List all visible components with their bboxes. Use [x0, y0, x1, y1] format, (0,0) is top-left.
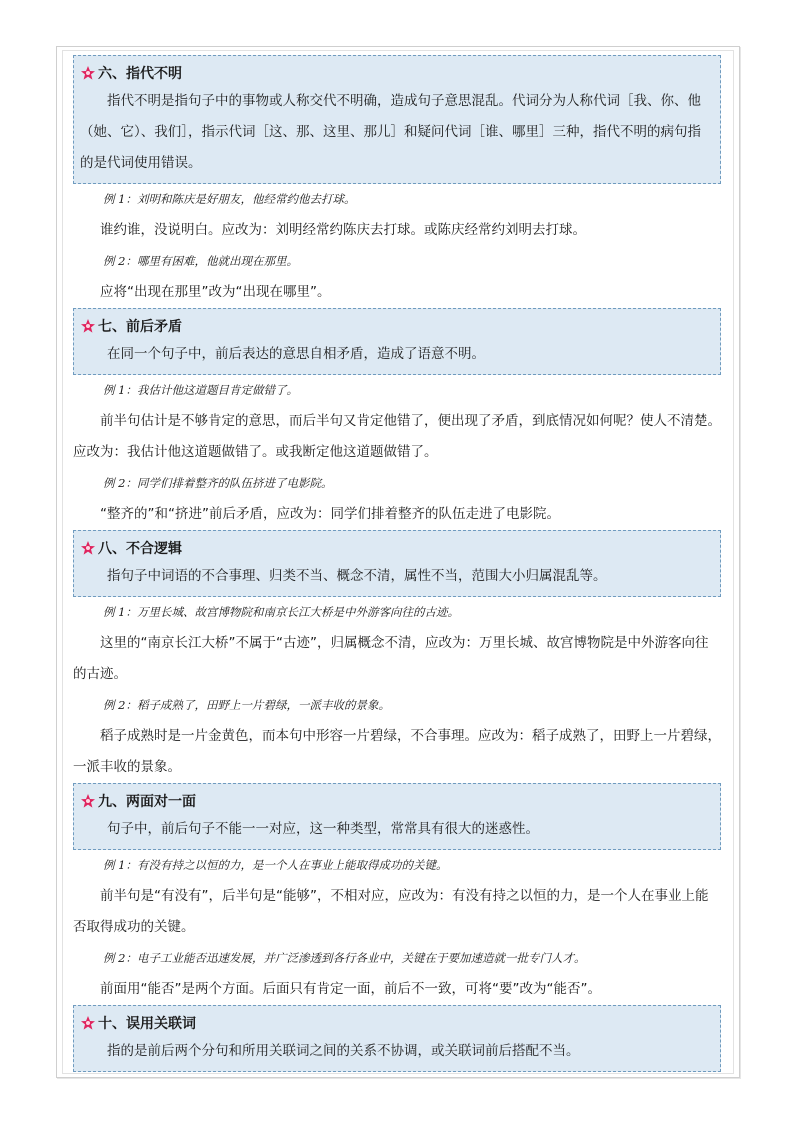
- section-title: 六、指代不明: [98, 66, 182, 82]
- section-definition: 句子中，前后句子不能一一对应，这一种类型，常常具有很大的迷惑性。: [107, 821, 539, 837]
- example-sentence: 例 1：有没有持之以恒的力，是一个人在事业上能取得成功的关键。: [103, 858, 448, 872]
- section-title: 八、不合逻辑: [98, 541, 182, 557]
- example-explanation: 应将“出现在那里”改为“出现在哪里”。: [100, 284, 331, 300]
- star-icon: [80, 1015, 96, 1031]
- section-heading: [80, 535, 712, 561]
- example-sentence: 例 1：刘明和陈庆是好朋友，他经常约他去打球。: [103, 192, 356, 206]
- section-box-10: [73, 1005, 721, 1072]
- section-box-8: [73, 530, 721, 597]
- example-sentence: 例 2：稻子成熟了，田野上一片碧绿，一派丰收的景象。: [103, 698, 390, 712]
- example-sentence: 例 1：我估计他这道题目肯定做错了。: [103, 383, 298, 397]
- section-title: 七、前后矛盾: [98, 319, 182, 335]
- section-heading: [80, 313, 712, 339]
- section-title: 九、两面对一面: [98, 794, 196, 810]
- section-heading: [80, 788, 712, 814]
- section-definition: 指的是前后两个分句和所用关联词之间的关系不协调，或关联词前后搭配不当。: [107, 1043, 580, 1059]
- section-definition: 指句子中词语的不合事理、归类不当、概念不清，属性不当，范围大小归属混乱等。: [107, 568, 607, 584]
- section-heading: [80, 60, 712, 86]
- example-explanation: 前半句是“有没有”，后半句是“能够”，不相对应，应改为：有没有持之以恒的力，是一个人在事业上能否取得成功的关键。: [73, 888, 709, 935]
- example-sentence: 例 2：哪里有困难，他就出现在那里。: [103, 254, 298, 268]
- example-explanation: “整齐的”和“挤进”前后矛盾，应改为：同学们排着整齐的队伍走进了电影院。: [100, 506, 560, 522]
- section-box-6: [73, 55, 721, 184]
- star-icon: [80, 65, 96, 81]
- example-sentence: 例 2：电子工业能否迅速发展，并广泛渗透到各行各业中，关键在于要加速造就一批专门人才。: [103, 951, 586, 965]
- example-explanation: 这里的“南京长江大桥”不属于“古迹”，归属概念不清，应改为：万里长城、故宫博物院是中外游客向往的古迹。: [73, 635, 709, 682]
- section-definition: 在同一个句子中，前后表达的意思自相矛盾，造成了语意不明。: [107, 346, 485, 362]
- section-definition: 指代不明是指句子中的事物或人称交代不明确，造成句子意思混乱。代词分为人称代词［我、你、他（她、它）、我们］，指示代词［这、那、这里、那儿］和疑问代词［谁、哪里］三种，指代不明的病句指的是代词使用错误。: [80, 93, 701, 171]
- section-box-7: [73, 308, 721, 375]
- section-box-9: [73, 783, 721, 850]
- example-explanation: 前面用“能否”是两个方面。后面只有肯定一面，前后不一致，可将“要”改为“能否”。: [100, 981, 601, 997]
- star-icon: [80, 318, 96, 334]
- example-explanation: 前半句估计是不够肯定的意思，而后半句又肯定他错了，便出现了矛盾，到底情况如何呢？使人不清楚。应改为：我估计他这道题做错了。或我断定他这道题做错了。: [73, 413, 721, 460]
- star-icon: [80, 793, 96, 809]
- example-sentence: 例 2：同学们排着整齐的队伍挤进了电影院。: [103, 476, 333, 490]
- example-explanation: 稻子成熟时是一片金黄色，而本句中形容一片碧绿，不合事理。应改为：稻子成熟了，田野上一片碧绿，一派丰收的景象。: [73, 728, 721, 775]
- example-explanation: 谁约谁，没说明白。应改为：刘明经常约陈庆去打球。或陈庆经常约刘明去打球。: [100, 222, 586, 238]
- star-icon: [80, 540, 96, 556]
- section-title: 十、误用关联词: [98, 1016, 196, 1032]
- document-content: [73, 55, 721, 1072]
- section-heading: [80, 1010, 712, 1036]
- example-sentence: 例 1：万里长城、故宫博物院和南京长江大桥是中外游客向往的古迹。: [103, 605, 459, 619]
